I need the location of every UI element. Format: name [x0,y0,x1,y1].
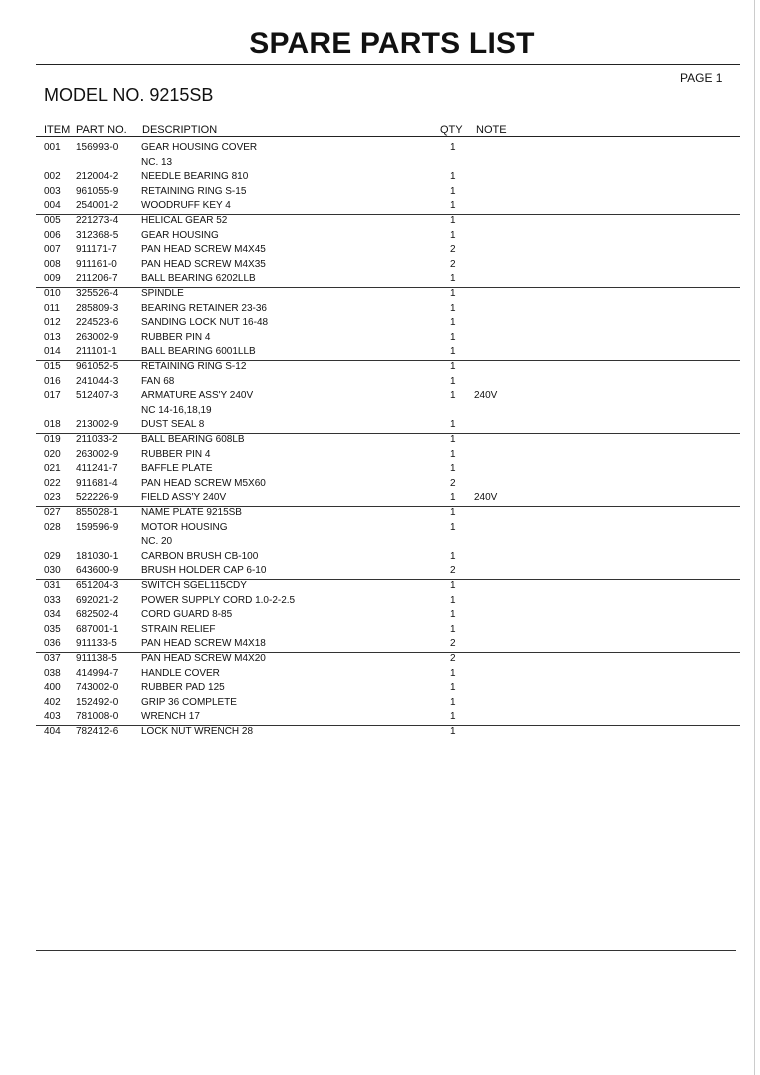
quantity: 1 [450,215,456,226]
part-number: 911171-7 [76,244,117,256]
part-number: 224523-6 [76,317,119,329]
part-number: 152492-0 [76,696,119,708]
item-number: 017 [44,390,61,402]
quantity: 1 [450,507,456,518]
table-row [0,667,760,681]
quantity: 1 [450,580,456,591]
part-description: BRUSH HOLDER CAP 6-10 [141,565,267,577]
table-row [0,491,760,505]
quantity: 1 [450,623,456,635]
part-number: 687001-1 [76,623,119,635]
part-number: 414994-7 [76,667,119,679]
part-number: 512407-3 [76,390,119,402]
table-row [0,302,760,316]
part-number: 855028-1 [76,507,119,518]
item-number: 022 [44,477,61,489]
item-number: 403 [44,711,61,723]
part-description: RUBBER PIN 4 [141,331,211,343]
part-number: 522226-9 [76,492,119,504]
table-row [0,345,760,359]
part-description: LOCK NUT WRENCH 28 [141,726,254,737]
part-description: NAME PLATE 9215SB [141,507,242,518]
quantity: 1 [450,331,456,343]
quantity: 1 [450,696,456,708]
table-row [0,316,760,330]
part-number: 682502-4 [76,609,119,621]
column-header-qty: QTY [440,124,463,136]
quantity: 2 [450,258,456,270]
table-row [0,448,760,462]
part-description: NC. 13 [141,156,173,168]
part-number: 692021-2 [76,594,119,606]
table-row [0,652,760,666]
part-description: PAN HEAD SCREW M4X45 [141,244,266,256]
part-number: 263002-9 [76,331,119,343]
item-number: 005 [44,215,61,226]
table-row [0,725,760,739]
quantity: 1 [450,609,456,621]
part-number: 911138-5 [76,653,117,664]
part-number: 254001-2 [76,200,119,212]
table-row [0,185,760,199]
part-description: RETAINING RING S-12 [141,361,247,372]
table-row [0,287,760,301]
quantity: 1 [450,317,456,329]
part-number: 911681-4 [76,477,118,489]
part-number: 961052-5 [76,361,119,372]
part-description: FAN 68 [141,375,175,387]
part-description: SWITCH SGEL115CDY [141,580,247,591]
quantity: 1 [450,200,456,212]
quantity: 1 [450,375,456,387]
table-row [0,637,760,651]
part-number: 211101-1 [76,346,117,358]
page-title: SPARE PARTS LIST [249,27,535,60]
quantity: 1 [450,521,456,533]
part-number: 781008-0 [76,711,119,723]
quantity: 1 [450,492,456,504]
table-row [0,170,760,184]
part-number: 651204-3 [76,580,119,591]
table-row [0,156,760,170]
item-number: 001 [44,142,61,153]
item-number: 400 [44,682,61,694]
part-description: GEAR HOUSING [141,229,219,241]
part-description: NC 14-16,18,19 [141,404,212,416]
item-number: 006 [44,229,61,241]
quantity: 1 [450,667,456,679]
item-number: 019 [44,434,61,445]
part-number: 285809-3 [76,302,119,314]
table-row [0,243,760,257]
part-description: PAN HEAD SCREW M4X18 [141,638,266,650]
part-number: 211206-7 [76,273,118,285]
part-number: 156993-0 [76,142,119,153]
item-number: 002 [44,171,61,183]
item-number: 404 [44,726,61,737]
part-description: GEAR HOUSING COVER [141,142,258,153]
quantity: 1 [450,185,456,197]
item-number: 031 [44,580,61,591]
item-number: 007 [44,244,61,256]
quantity: 1 [450,142,456,153]
quantity: 1 [450,171,456,183]
item-number: 021 [44,463,61,475]
item-number: 020 [44,448,61,460]
quantity: 1 [450,448,456,460]
item-number: 008 [44,258,61,270]
part-number: 211033-2 [76,434,118,445]
item-number: 004 [44,200,61,212]
part-description: PAN HEAD SCREW M4X35 [141,258,266,270]
quantity: 1 [450,711,456,723]
quantity: 1 [450,273,456,285]
part-description: BEARING RETAINER 23-36 [141,302,267,314]
part-description: MOTOR HOUSING [141,521,228,533]
item-number: 018 [44,419,61,431]
item-number: 010 [44,288,61,299]
item-number: 015 [44,361,61,372]
quantity: 1 [450,594,456,606]
table-row [0,521,760,535]
table-row [0,506,760,520]
note: 240V [474,492,498,504]
table-row [0,418,760,432]
part-description: SANDING LOCK NUT 16-48 [141,317,269,329]
table-row [0,272,760,286]
part-number: 221273-4 [76,215,119,226]
item-number: 011 [44,302,60,314]
item-number: 037 [44,653,61,664]
part-number: 212004-2 [76,171,119,183]
item-number: 030 [44,565,61,577]
quantity: 2 [450,638,456,650]
part-description: HELICAL GEAR 52 [141,215,228,226]
quantity: 1 [450,682,456,694]
part-description: WOODRUFF KEY 4 [141,200,231,212]
part-description: RETAINING RING S-15 [141,185,247,197]
column-header-item: ITEM [44,124,71,136]
part-number: 312368-5 [76,229,119,241]
item-number: 028 [44,521,61,533]
part-description: BALL BEARING 6001LLB [141,346,256,358]
quantity: 1 [450,463,456,475]
quantity: 2 [450,653,456,664]
item-number: 036 [44,638,61,650]
part-description: BALL BEARING 6202LLB [141,273,256,285]
table-row [0,608,760,622]
table-row [0,594,760,608]
part-number: 159596-9 [76,521,119,533]
item-number: 034 [44,609,61,621]
quantity: 1 [450,390,456,402]
quantity: 1 [450,229,456,241]
item-number: 029 [44,550,61,562]
item-number: 035 [44,623,61,635]
part-number: 263002-9 [76,448,119,460]
quantity: 1 [450,434,456,445]
table-row [0,214,760,228]
part-number: 961055-9 [76,185,119,197]
table-row [0,710,760,724]
column-header-description: DESCRIPTION [142,124,218,136]
table-row [0,681,760,695]
quantity: 2 [450,565,456,577]
table-row [0,535,760,549]
quantity: 1 [450,302,456,314]
item-number: 402 [44,696,61,708]
part-description: NEEDLE BEARING 810 [141,171,249,183]
table-row [0,141,760,155]
table-row [0,623,760,637]
column-header-note: NOTE [476,124,507,136]
part-description: PAN HEAD SCREW M5X60 [141,477,266,489]
part-description: FIELD ASS'Y 240V [141,492,227,504]
part-number: 325526-4 [76,288,119,299]
part-number: 911161-0 [76,258,117,270]
note: 240V [474,390,498,402]
item-number: 009 [44,273,61,285]
part-description: SPINDLE [141,288,184,299]
model-number: MODEL NO. 9215SB [44,85,214,105]
column-header-part-no: PART NO. [76,124,127,136]
item-number: 033 [44,594,61,606]
quantity: 2 [450,477,456,489]
item-number: 014 [44,346,61,358]
quantity: 1 [450,346,456,358]
table-row [0,477,760,491]
header-divider [36,136,740,137]
page-number: PAGE 1 [680,71,723,85]
footer-divider [36,950,736,951]
quantity: 1 [450,550,456,562]
item-number: 016 [44,375,61,387]
item-number: 038 [44,667,61,679]
item-number: 027 [44,507,61,518]
table-row [0,375,760,389]
quantity: 1 [450,726,456,737]
table-row [0,564,760,578]
part-description: CARBON BRUSH CB-100 [141,550,259,562]
part-description: RUBBER PAD 125 [141,682,225,694]
part-number: 213002-9 [76,419,119,431]
part-number: 643600-9 [76,565,119,577]
part-number: 411241-7 [76,463,118,475]
part-description: RUBBER PIN 4 [141,448,211,460]
table-row [0,404,760,418]
part-description: CORD GUARD 8-85 [141,609,233,621]
part-description: PAN HEAD SCREW M4X20 [141,653,266,664]
part-description: WRENCH 17 [141,711,200,723]
part-description: NC. 20 [141,536,173,548]
item-number: 003 [44,185,61,197]
title-divider [36,64,740,65]
table-row [0,579,760,593]
table-row [0,258,760,272]
part-description: DUST SEAL 8 [141,419,205,431]
part-number: 241044-3 [76,375,119,387]
part-number: 782412-6 [76,726,119,737]
quantity: 1 [450,288,456,299]
table-row [0,696,760,710]
table-row [0,360,760,374]
quantity: 1 [450,419,456,431]
part-description: ARMATURE ASS'Y 240V [141,390,254,402]
item-number: 012 [44,317,61,329]
part-number: 743002-0 [76,682,119,694]
item-number: 013 [44,331,61,343]
part-description: BALL BEARING 608LB [141,434,245,445]
table-row [0,550,760,564]
part-number: 181030-1 [76,550,119,562]
part-description: STRAIN RELIEF [141,623,216,635]
part-description: POWER SUPPLY CORD 1.0-2-2.5 [141,594,296,606]
quantity: 2 [450,244,456,256]
table-row [0,433,760,447]
quantity: 1 [450,361,456,372]
table-row [0,331,760,345]
table-row [0,389,760,403]
part-description: HANDLE COVER [141,667,220,679]
table-row [0,229,760,243]
item-number: 023 [44,492,61,504]
table-row [0,462,760,476]
part-description: GRIP 36 COMPLETE [141,696,237,708]
part-number: 911133-5 [76,638,117,650]
table-row [0,199,760,213]
part-description: BAFFLE PLATE [141,463,213,475]
